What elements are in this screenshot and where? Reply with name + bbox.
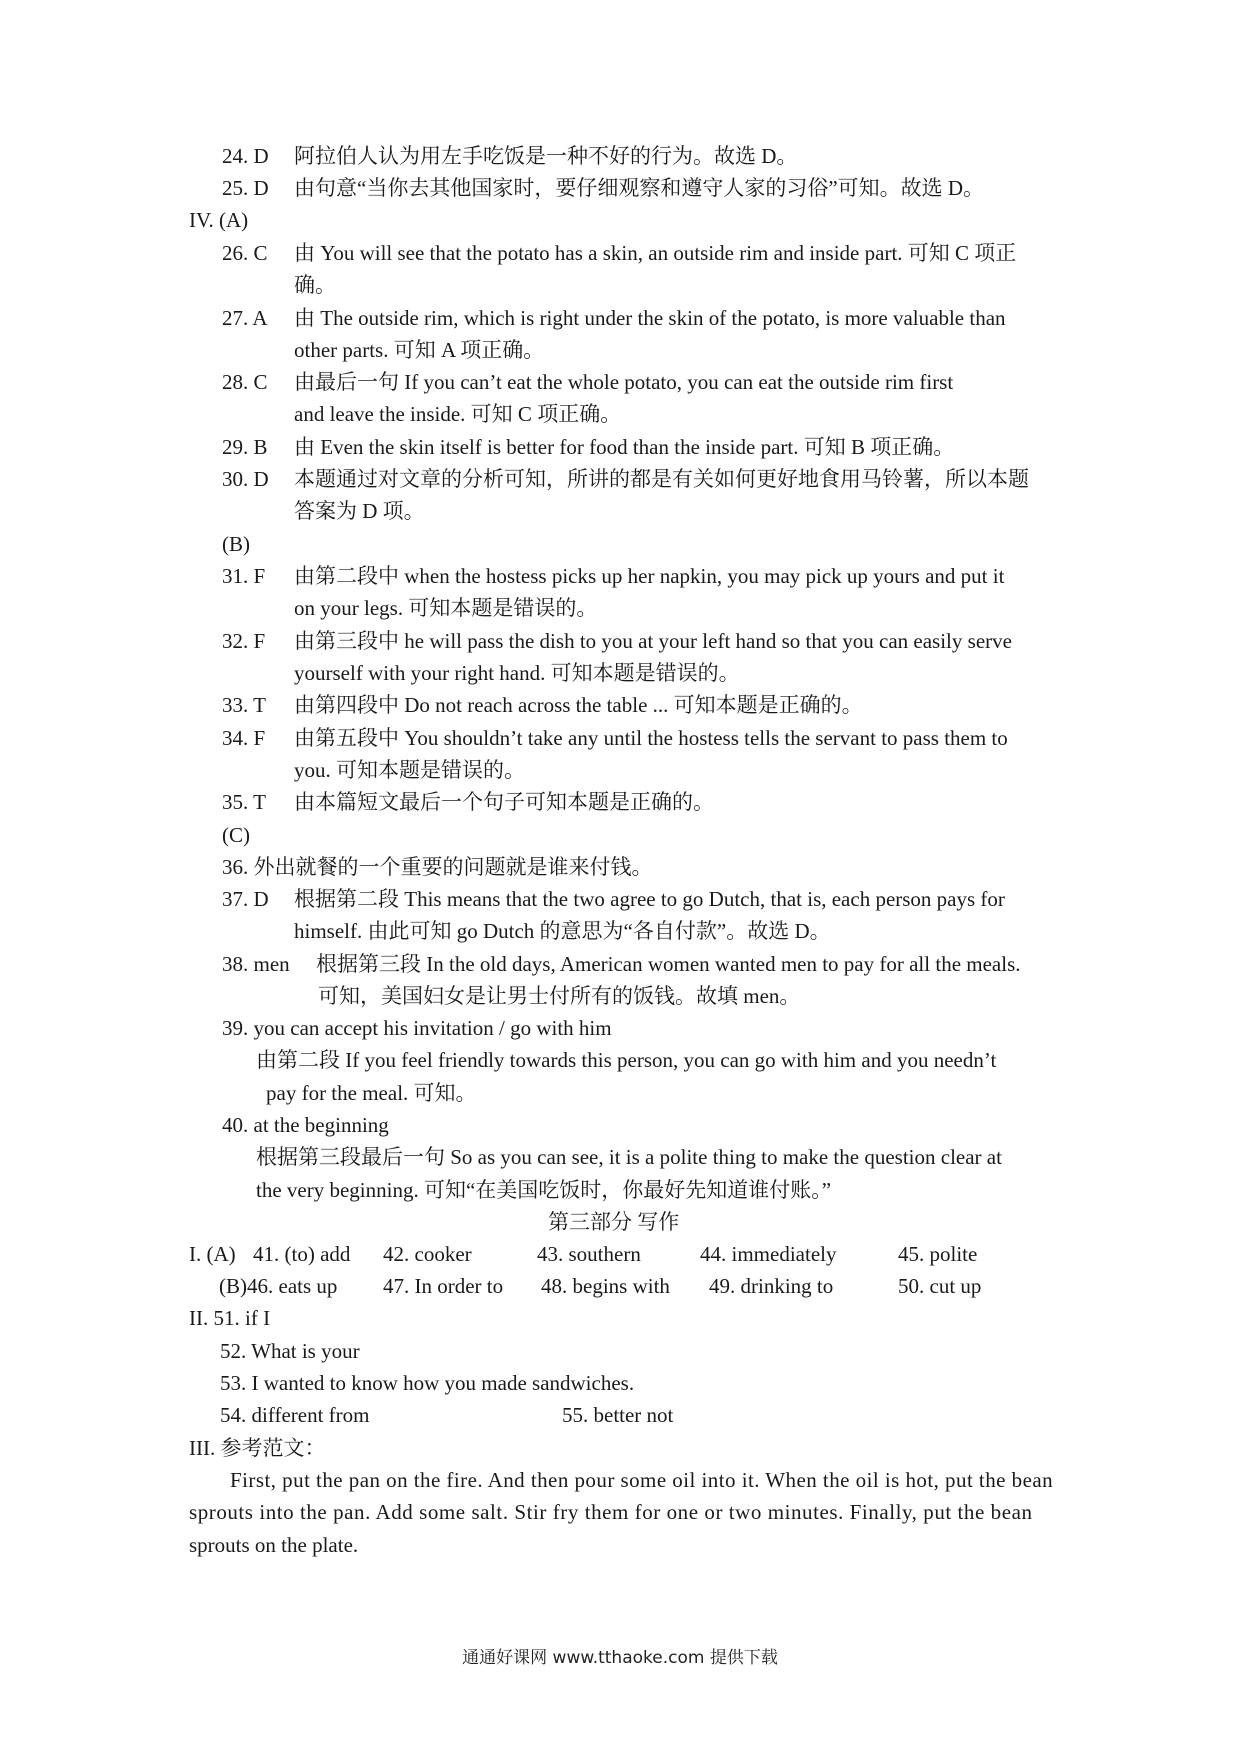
answer-40: 40. at the beginning [222, 1113, 389, 1137]
answer-25: 25. D 由句意“当你去其他国家时，要仔细观察和遵守人家的习俗”可知。故选 D。 [222, 176, 985, 200]
writing-2-52: 52. What is your [220, 1339, 360, 1363]
answer-39: 39. you can accept his invitation / go with him [222, 1016, 612, 1040]
answer-27: 27. A 由 The outside rim, which is right under the skin of the potato, is more valuable than [222, 306, 1006, 330]
answer-33: 33. T 由第四段中 Do not reach across the table ... 可知本题是正确的。 [222, 693, 863, 717]
answer-36: 36. 外出就餐的一个重要的问题就是谁来付钱。 [222, 855, 653, 879]
answer-28-cont: and leave the inside. 可知 C 项正确。 [294, 402, 622, 426]
answer-40-expl: 根据第三段最后一句 So as you can see, it is a polite thing to make the question clear at [256, 1145, 1002, 1169]
answer-40-expl-cont: the very beginning. 可知“在美国吃饭时，你最好先知道谁付账。” [256, 1178, 832, 1202]
answer-34-cont: you. 可知本题是错误的。 [294, 758, 525, 782]
section-b-label: (B) [222, 532, 250, 556]
answer-31: 31. F 由第二段中 when the hostess picks up her napkin, you may pick up yours and put it [222, 564, 1005, 588]
answer-37: 37. D 根据第二段 This means that the two agree to go Dutch, that is, each person pays for [222, 887, 1005, 911]
answer-39-expl-cont: pay for the meal. 可知。 [266, 1081, 477, 1105]
answer-31-cont: on your legs. 可知本题是错误的。 [294, 596, 598, 620]
answer-24: 24. D 阿拉伯人认为用左手吃饭是一种不好的行为。故选 D。 [222, 144, 798, 168]
answer-29: 29. B 由 Even the skin itself is better for food than the inside part. 可知 B 项正确。 [222, 435, 955, 459]
answer-35: 35. T 由本篇短文最后一个句子可知本题是正确的。 [222, 790, 714, 814]
answer-39-expl: 由第二段 If you feel friendly towards this person, you can go with him and you needn’t [256, 1048, 997, 1072]
section-c-label: (C) [222, 823, 250, 847]
section-iv-a-label: IV. (A) [189, 208, 249, 232]
page-footer: 通通好课网 www.tthaoke.com 提供下载 [462, 1648, 778, 1668]
answer-30-cont: 答案为 D 项。 [294, 499, 425, 523]
writing-2-51: II. 51. if I [189, 1306, 271, 1330]
answer-34: 34. F 由第五段中 You shouldn’t take any until the hostess tells the servant to pass them to [222, 726, 1008, 750]
part-three-title: 第三部分 写作 [548, 1210, 680, 1234]
answer-38: 38. men 根据第三段 In the old days, American women wanted men to pay for all the meals. [222, 952, 1021, 976]
answer-26-cont: 确。 [294, 273, 336, 297]
answer-38-cont: 可知，美国妇女是让男士付所有的饭钱。故填 men。 [318, 984, 801, 1008]
answer-30: 30. D 本题通过对文章的分析可知，所讲的都是有关如何更好地食用马铃薯，所以本题 [222, 467, 1029, 491]
answer-28: 28. C 由最后一句 If you can’t eat the whole potato, you can eat the outside rim first [222, 370, 954, 394]
writing-3-label: III. 参考范文： [189, 1436, 326, 1460]
answer-37-cont: himself. 由此可知 go Dutch 的意思为“各自付款”。故选 D。 [294, 919, 831, 943]
answer-32: 32. F 由第三段中 he will pass the dish to you at your left hand so that you can easily serve [222, 629, 1012, 653]
answer-26: 26. C 由 You will see that the potato has a skin, an outside rim and inside part. 可知 C 项正 [222, 241, 1017, 265]
writing-2-55: 55. better not [562, 1403, 674, 1427]
answer-27-cont: other parts. 可知 A 项正确。 [294, 338, 545, 362]
writing-3-para-line3: sprouts on the plate. [189, 1533, 359, 1557]
writing-3-para-line1: First, put the pan on the fire. And then pour some oil into it. When the oil is hot, put the bean [230, 1468, 1054, 1492]
writing-2-54: 54. different from [220, 1403, 370, 1427]
answer-32-cont: yourself with your right hand. 可知本题是错误的。 [294, 661, 740, 685]
writing-3-para-line2: sprouts into the pan. Add some salt. Stir fry them for one or two minutes. Finally, put the bean [189, 1500, 1033, 1524]
writing-2-53: 53. I wanted to know how you made sandwiches. [220, 1371, 635, 1395]
